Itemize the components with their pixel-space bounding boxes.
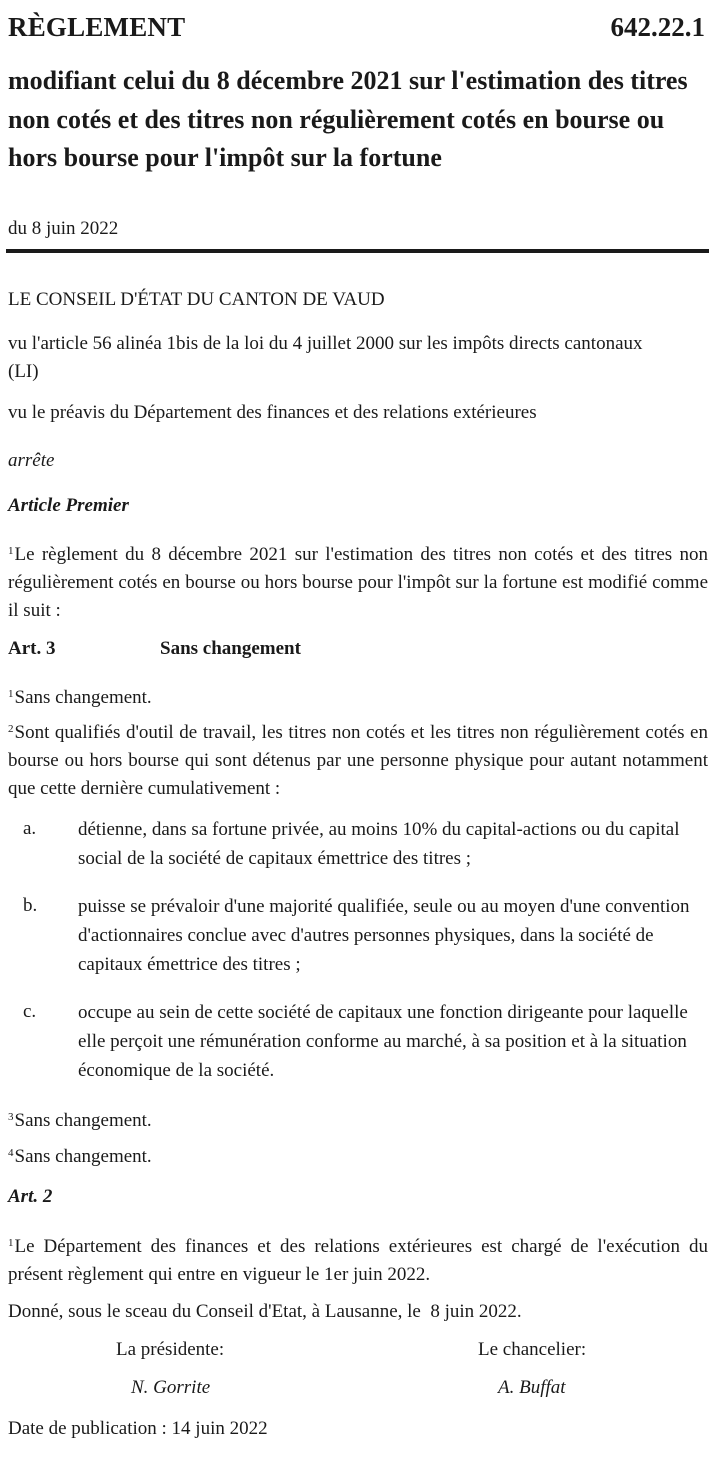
art3-paragraph-4 [8,1139,152,1171]
document-subtitle: modifiant celui du 8 décembre 2021 sur l'estimation des titres non cotés et des titres non régulièrement cotés en bourse ou hors bourse pour l'impôt sur la fortune [8,66,688,172]
article-premier-heading: Article Premier [8,495,129,516]
visa-law: vu l'article 56 alinéa 1bis de la loi du 4 juillet 2000 sur les impôts directs cantonaux (LI) [8,333,643,382]
visa-preavis: vu le préavis du Département des finances et des relations extérieures [8,402,537,423]
paragraph-number: 4 [8,1147,14,1159]
paragraph-number: 2 [8,723,14,735]
authority-line: LE CONSEIL D'ÉTAT DU CANTON DE VAUD [8,289,385,310]
list-item-b-text: puisse se prévaloir d'une majorité qualifiée, seule ou au moyen d'une convention d'actionnaires conclue avec d'autres personnes physiques, dans la société de capitaux émettrice des titres ; [78,896,690,975]
paragraph-text: Sans changement. [14,687,152,708]
art3-paragraph-2 [8,715,708,803]
art2-heading: Art. 2 [8,1186,53,1207]
header-divider [6,249,709,253]
paragraph-text: Le Département des finances et des relations extérieures est chargé de l'exécution du présent règlement qui entre en vigueur le 1er juin 2022. [8,1236,708,1285]
document-date: du 8 juin 2022 [8,218,119,239]
list-item-b-letter: b. [23,895,38,916]
list-item-c-letter: c. [23,1001,37,1022]
paragraph-number: 1 [8,688,14,700]
signature-left-name: N. Gorrite [131,1377,211,1398]
art3-paragraph-3 [8,1103,152,1135]
list-item-a-text: détienne, dans sa fortune privée, au moins 10% du capital-actions ou du capital social de la société de capitaux émettrice des titres ; [78,819,680,869]
list-item-a-letter: a. [23,818,37,839]
given-statement: Donné, sous le sceau du Conseil d'Etat, à Lausanne, le 8 juin 2022. [8,1301,522,1322]
art3-title: Sans changement [160,638,301,659]
paragraph-number: 3 [8,1111,14,1123]
publication-date: Date de publication : 14 juin 2022 [8,1418,268,1439]
paragraph-number: 1 [8,1237,14,1249]
art3-number: Art. 3 [8,638,56,659]
paragraph-text: Sont qualifiés d'outil de travail, les titres non cotés et les titres non régulièrement cotés en bourse ou hors bourse qui sont détenus par une personne physique pour autant notamment que cette dernière cumulativement : [8,722,708,799]
document-number: 642.22.1 [610,12,705,42]
signature-right-role: Le chancelier: [478,1339,587,1360]
article-premier-paragraph [8,537,708,625]
paragraph-text: Sans changement. [14,1110,152,1131]
paragraph-text: Sans changement. [14,1146,152,1167]
art2-paragraph [8,1229,708,1289]
article-premier-text: Le règlement du 8 décembre 2021 sur l'estimation des titres non cotés et des titres non régulièrement cotés en bourse ou hors bourse pour l'impôt sur la fortune est modifié comme il suit : [8,544,708,621]
list-item-c-text: occupe au sein de cette société de capitaux une fonction dirigeante pour laquelle elle perçoit une rémunération conforme au marché, à sa position et à la situation économique de la société. [78,1002,688,1081]
signature-left-role: La présidente: [116,1339,225,1360]
decree-word: arrête [8,450,55,471]
art3-paragraph-1 [8,680,152,712]
paragraph-number: 1 [8,545,14,557]
document-type-title: RÈGLEMENT [8,12,186,42]
signature-right-name: A. Buffat [498,1377,566,1398]
